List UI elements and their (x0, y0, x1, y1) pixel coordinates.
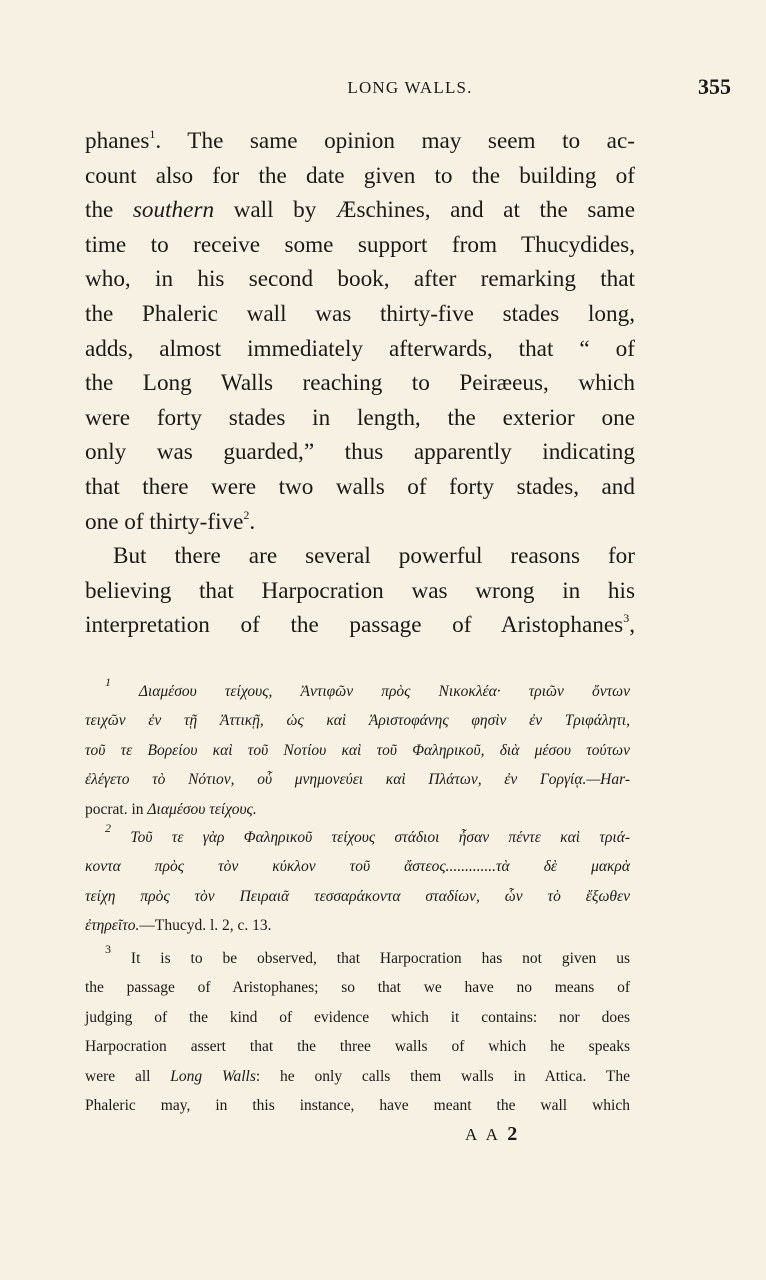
footnote-ref: 1 (149, 127, 156, 141)
text-line: count also for the date given to the building of (85, 162, 635, 189)
emphasis: southern (132, 197, 215, 224)
footnote-text: Διαμέσου τείχους, Ἀντιφῶν πρὸς Νικοκλέα· τριῶν ὄντων (138, 683, 630, 700)
page-number: 355 (698, 74, 731, 99)
footnote-text: the passage of Aristophanes; so that we have no means of (85, 979, 630, 997)
footnote-text: pocrat. in (85, 800, 148, 818)
text-line: believing that Harpocration was wrong in his (85, 577, 635, 604)
text-line: interpretation of the passage of Aristophanes$^3$, (85, 611, 635, 639)
footnote-1 (85, 677, 630, 824)
footnote-text: Phaleric may, in this instance, have meant the wall which (85, 1096, 630, 1114)
footnote-text: judging of the kind of evidence which it contains: nor does (85, 1008, 630, 1026)
text-line: time to receive some support from Thucydides, (85, 231, 635, 258)
text-line: adds, almost immediately afterwards, that “ of (85, 335, 635, 362)
footnote-3 (85, 944, 630, 1120)
text-line: the southern wall by Æschines, and at the same (85, 197, 636, 224)
text-line: who, in his second book, after remarking that (85, 266, 635, 293)
text-line: the Long Walls reaching to Peiræeus, which (85, 370, 635, 397)
footnote-text: —Thucyd. l. 2, c. 13. (139, 917, 272, 935)
text-line: that there were two walls of forty stades, and (85, 473, 635, 500)
text-line: only was guarded,” thus apparently indicating (85, 439, 635, 466)
main-text (85, 124, 635, 643)
footnote-marker: 2 (105, 821, 111, 835)
text-line: But there are several powerful reasons for (113, 543, 635, 570)
text-line: one of thirty-five$^2$. (85, 507, 256, 535)
footnote-marker: 1 (105, 675, 111, 689)
text-line: the Phaleric wall was thirty-five stades long, (85, 300, 635, 327)
footnote-ref: 3 (623, 611, 630, 626)
footnote-2 (85, 823, 630, 941)
footnote-greek: Διαμέσου τείχους. (147, 800, 257, 818)
running-head: LONG WALLS. (347, 78, 473, 97)
text-line: were forty stades in length, the exterior one (85, 404, 635, 431)
footnote-text: It is to be observed, that Harpocration has not given us (130, 950, 630, 967)
footnote-text: τοῦ τε Βορείου καὶ τοῦ Νοτίου καὶ τοῦ Φαληρικοῦ, διὰ μέσου τούτων (85, 741, 630, 759)
footnote-text: ἐλέγετο τὸ Νότιον, οὗ μνημονεύει καὶ Πλάτων, ἐν Γοργίᾳ.—Har- (85, 771, 630, 789)
signature-number: 2 (507, 1123, 521, 1145)
text-line: phanes$^1$. The same opinion may seem to ac- (85, 127, 635, 154)
footnote-greek: ἐτηρεῖτο. (85, 917, 140, 935)
emphasis: Long Walls (170, 1067, 256, 1085)
signature-mark (465, 1123, 520, 1146)
footnote-ref: 2 (243, 507, 250, 522)
signature-letters: A A (465, 1125, 500, 1144)
footnote-text: κοντα πρὸς τὸν κύκλον τοῦ ἄστεος.............τὰ δὲ μακρὰ (85, 858, 630, 876)
footnote-text: were all (85, 1067, 171, 1085)
footnote-text: : he only calls them walls in Attica. The (255, 1067, 631, 1085)
footnote-text: Τοῦ τε γὰρ Φαληρικοῦ τείχους στάδιοι ἦσαν πέντε καὶ τριά- (130, 829, 631, 846)
footnote-text: τείχη πρὸς τὸν Πειραιᾶ τεσσαράκοντα σταδίων, ὧν τὸ ἔξωθεν (85, 887, 630, 905)
page-header (85, 74, 735, 104)
footnote-text: τειχῶν ἐν τῇ Ἀττικῇ, ὡς καὶ Ἀριστοφάνης φησὶν ἐν Τριφάλητι, (85, 712, 630, 730)
footnote-marker: 3 (105, 942, 111, 956)
footnote-text: Harpocration assert that the three walls of which he speaks (85, 1038, 630, 1056)
